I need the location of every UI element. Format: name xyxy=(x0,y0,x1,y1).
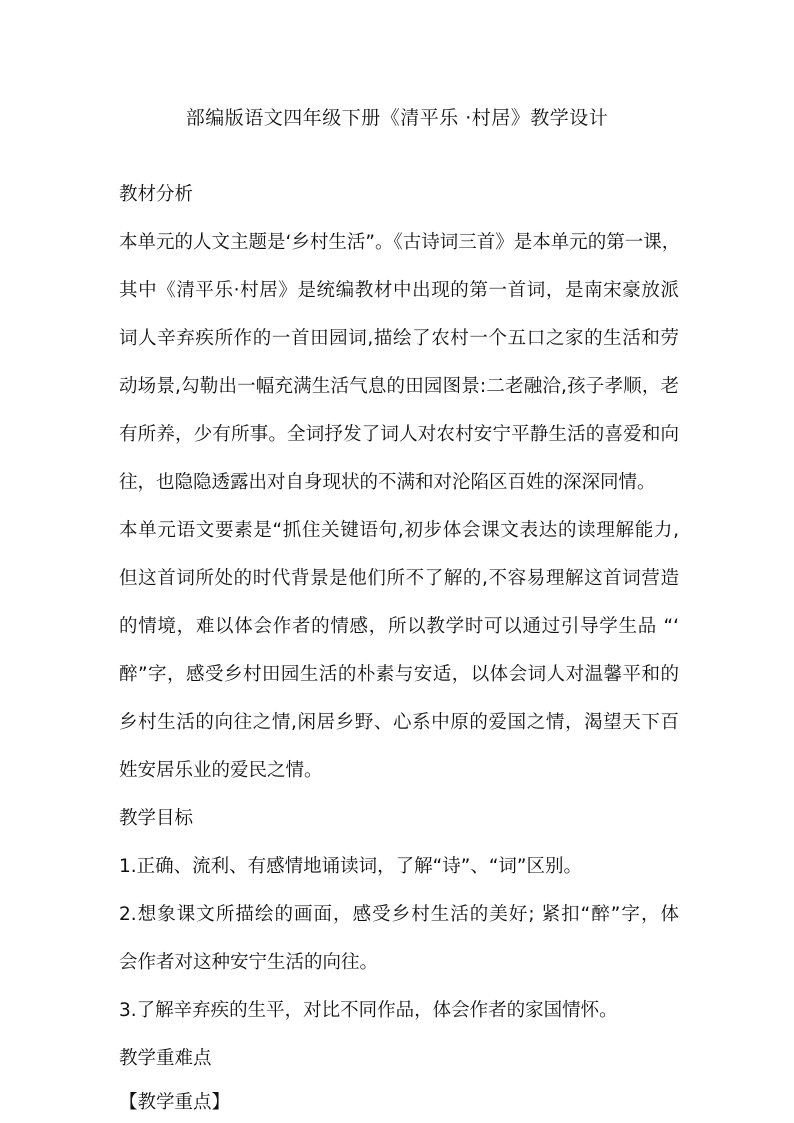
goal-item-1: 1.正确、流利、有感情地诵读词，了解“诗”、“词”区别。 xyxy=(119,856,582,877)
analysis-paragraph1-line-6: 往，也隐隐透露出对自身现状的不满和对沦陷区百姓的深深同情。 xyxy=(119,472,656,493)
analysis-paragraph2-line-4: 醉”字，感受乡村田园生活的朴素与安适，以体会词人对温馨平和的 xyxy=(119,664,679,685)
analysis-paragraph2-line-3: 的情境，难以体会作者的情感，所以教学时可以通过引导学生品 “‘ xyxy=(119,616,679,637)
analysis-paragraph1-line-3: 词人辛弃疾所作的一首田园词,描绘了农村一个五口之家的生活和劳 xyxy=(119,328,679,349)
analysis-paragraph1-line-1: 本单元的人文主题是‘乡村生活”。《古诗词三首》是本单元的第一课， xyxy=(119,232,681,253)
goal-item-3: 3.了解辛弃疾的生平，对比不同作品，体会作者的家国情怀。 xyxy=(119,1000,618,1021)
goal-item-2-line-2: 会作者对这种安宁生活的向往。 xyxy=(119,952,379,973)
analysis-paragraph1-line-2: 其中《清平乐·村居》是统编教材中出现的第一首词，是南宋豪放派 xyxy=(119,280,679,301)
section-heading-analysis: 教材分析 xyxy=(119,184,194,205)
goal-item-2-line-1: 2.想象课文所描绘的画面，感受乡村生活的美好; 紧扣“醉”字，体 xyxy=(119,904,679,925)
document-title: 部编版语文四年级下册《清平乐 ·村居》教学设计 xyxy=(185,107,609,129)
analysis-paragraph1-line-5: 有所养，少有所事。全词抒发了词人对农村安宁平静生活的喜爱和向 xyxy=(119,424,679,445)
analysis-paragraph1-line-4: 动场景,勾勒出一幅充满生活气息的田园图景:二老融洽,孩子孝顺，老 xyxy=(119,376,679,397)
analysis-paragraph2-line-6: 姓安居乐业的爱民之情。 xyxy=(119,760,323,781)
analysis-paragraph2-line-2: 但这首词所处的时代背景是他们所不了解的,不容易理解这首词营造 xyxy=(119,568,679,589)
section-heading-goals: 教学目标 xyxy=(119,808,194,829)
section-heading-key-points: 教学重难点 xyxy=(119,1048,212,1069)
analysis-paragraph2-line-1: 本单元语文要素是“抓住关键语句,初步体会课文表达的读理解能力, xyxy=(119,520,679,541)
analysis-paragraph2-line-5: 乡村生活的向往之情,闲居乡野、心系中原的爱国之情，渴望天下百 xyxy=(119,712,679,733)
key-points-subheading: 【教学重点】 xyxy=(119,1092,231,1113)
